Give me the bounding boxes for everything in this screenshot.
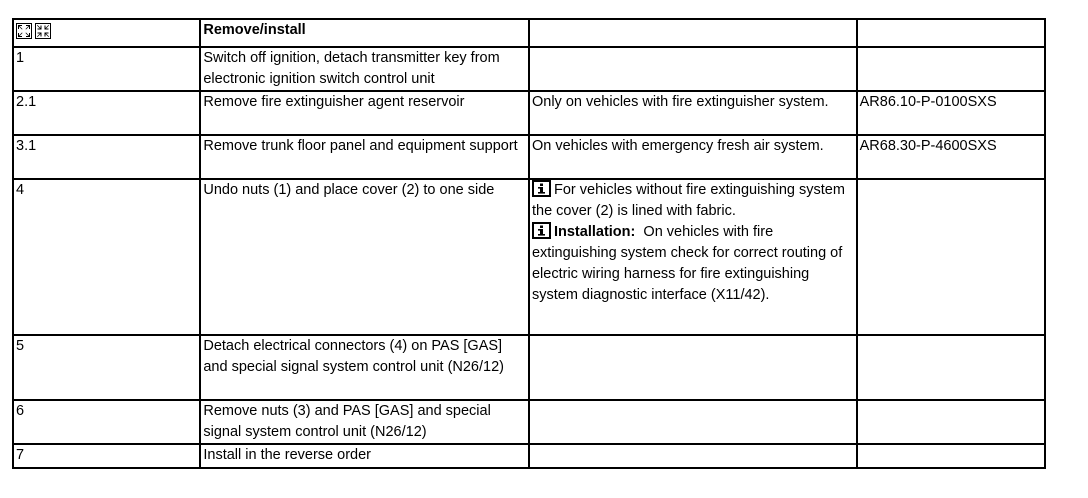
table-row (13, 91, 1045, 135)
installation-note-text: On vehicles with fire extinguishing system check for correct routing of electric wiring harness for fire extinguishing system diagnostic interface (X11/42). (531, 224, 843, 303)
info-note (532, 180, 854, 222)
table-row (13, 47, 1045, 91)
step-note (529, 444, 857, 468)
step-reference (857, 444, 1045, 468)
table-row (13, 335, 1045, 400)
step-number: 4 (13, 179, 200, 335)
info-icon (532, 222, 551, 239)
header-icons-cell (13, 19, 200, 47)
step-note (529, 47, 857, 91)
step-reference-link[interactable]: AR68.30-P-4600SXS (857, 135, 1045, 179)
table-header-row (13, 19, 1045, 47)
collapse-icon[interactable] (35, 23, 51, 39)
step-reference (857, 47, 1045, 91)
expand-icon[interactable] (16, 23, 32, 39)
step-note (529, 335, 857, 400)
step-note (529, 400, 857, 444)
header-col4 (857, 19, 1045, 47)
step-action: Remove nuts (3) and PAS [GAS] and special signal system control unit (N26/12) (200, 400, 529, 444)
info-icon (532, 180, 551, 197)
step-note: Only on vehicles with fire extinguisher system. (529, 91, 857, 135)
table-row (13, 444, 1045, 468)
installation-label: Installation: (553, 224, 636, 240)
step-action: Remove trunk floor panel and equipment support (200, 135, 529, 179)
step-number: 1 (13, 47, 200, 91)
step-reference (857, 335, 1045, 400)
installation-note (532, 222, 854, 306)
header-col3 (529, 19, 857, 47)
header-title: Remove/install (200, 19, 529, 47)
step-reference (857, 179, 1045, 335)
step-note: On vehicles with emergency fresh air system. (529, 135, 857, 179)
procedure-table (12, 18, 1046, 469)
step-notes (529, 179, 857, 335)
info-note-text: For vehicles without fire extinguishing system the cover (2) is lined with fabric. (531, 182, 845, 219)
table-row (13, 400, 1045, 444)
step-action: Switch off ignition, detach transmitter key from electronic ignition switch control unit (200, 47, 529, 91)
step-number: 2.1 (13, 91, 200, 135)
step-number: 6 (13, 400, 200, 444)
step-reference-link[interactable]: AR86.10-P-0100SXS (857, 91, 1045, 135)
step-action: Detach electrical connectors (4) on PAS [GAS] and special signal system control unit (N26/12) (200, 335, 529, 400)
step-action: Undo nuts (1) and place cover (2) to one side (200, 179, 529, 335)
step-action: Remove fire extinguisher agent reservoir (200, 91, 529, 135)
step-number: 5 (13, 335, 200, 400)
step-number: 7 (13, 444, 200, 468)
step-reference (857, 400, 1045, 444)
table-row (13, 179, 1045, 335)
step-number: 3.1 (13, 135, 200, 179)
step-action: Install in the reverse order (200, 444, 529, 468)
table-row (13, 135, 1045, 179)
